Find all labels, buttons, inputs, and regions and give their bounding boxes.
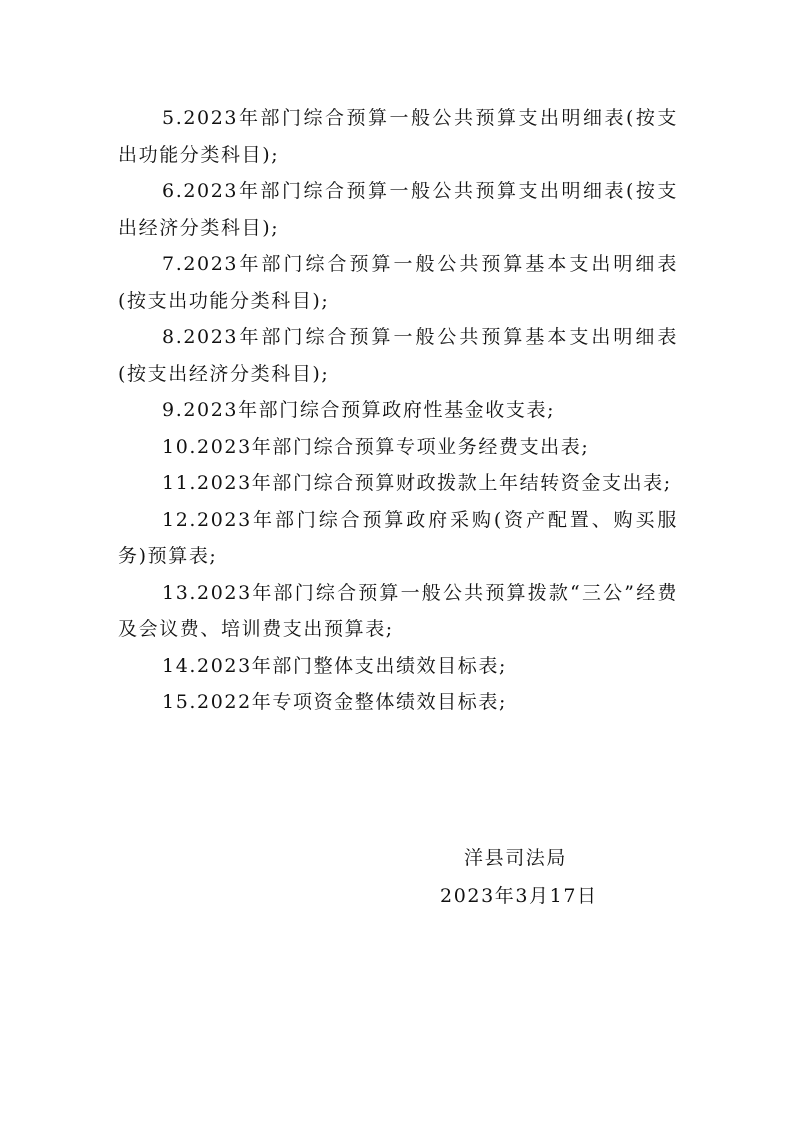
list-item: 11.2023年部门综合预算财政拨款上年结转资金支出表;	[162, 472, 672, 494]
list-item: 10.2023年部门综合预算专项业务经费支出表;	[162, 435, 590, 458]
signature-block	[440, 840, 660, 914]
list-item: 9.2023年部门综合预算政府性基金收支表;	[162, 399, 556, 421]
list-item: 12.2023年部门综合预算政府采购(资产配置、购买服务)预算表;	[118, 508, 678, 567]
list-item: 7.2023年部门综合预算一般公共预算基本支出明细表(按支出功能分类科目);	[118, 253, 678, 312]
signature-date: 2023年3月17日	[440, 885, 598, 907]
list-item: 15.2022年专项资金整体绩效目标表;	[162, 691, 507, 713]
list-item: 6.2023年部门综合预算一般公共预算支出明细表(按支出经济分类科目);	[118, 180, 678, 239]
list-item: 14.2023年部门整体支出绩效目标表;	[162, 654, 507, 677]
list-item: 5.2023年部门综合预算一般公共预算支出明细表(按支出功能分类科目);	[118, 107, 678, 166]
list-item: 13.2023年部门综合预算一般公共预算拨款“三公”经费及会议费、培训费支出预算表;	[118, 581, 678, 640]
list-item: 8.2023年部门综合预算一般公共预算基本支出明细表(按支出经济分类科目);	[118, 326, 678, 385]
attachment-list	[118, 100, 678, 721]
signature-organization: 洋县司法局	[464, 847, 568, 869]
